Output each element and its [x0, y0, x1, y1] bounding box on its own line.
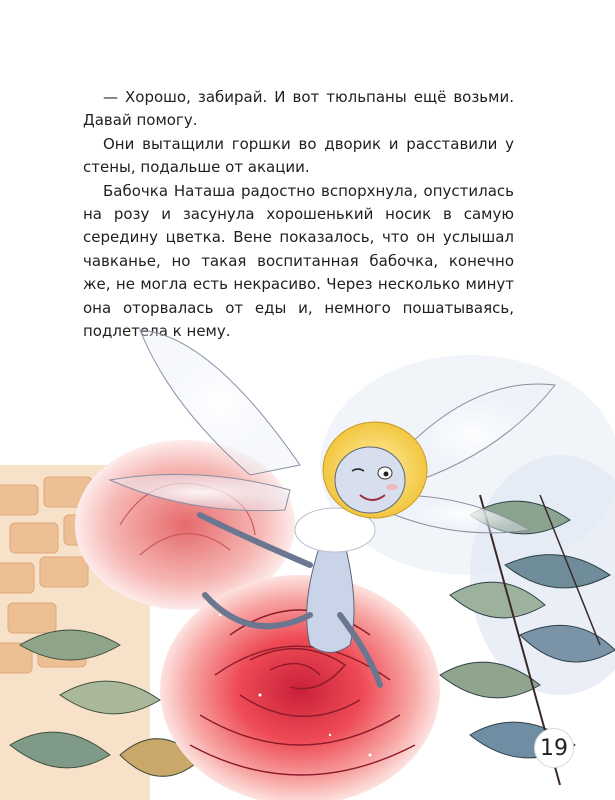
story-text: [83, 86, 514, 343]
paragraph-2: Они вытащили горшки во дворик и расставили у стены, подальше от акации.: [83, 134, 514, 177]
page-number: 19: [534, 728, 574, 768]
paragraph-3: Бабочка Наташа радостно вспорхнула, опустилась на розу и засунула хорошенький носик в самую середину цветка. Вене показалось, что он услышал чавканье, но такая воспитанная бабочка, конечно же, не могла есть некрасиво. Через несколько минут она оторвалась от еды и, немного пошатываясь, подлетела к нему.: [83, 181, 514, 341]
main-rose: [160, 575, 440, 800]
paragraph-1: — Хорошо, забирай. И вот тюльпаны ещё возьми. Давай помогу.: [83, 88, 514, 130]
fairy-on-rose-illustration: [0, 315, 615, 800]
